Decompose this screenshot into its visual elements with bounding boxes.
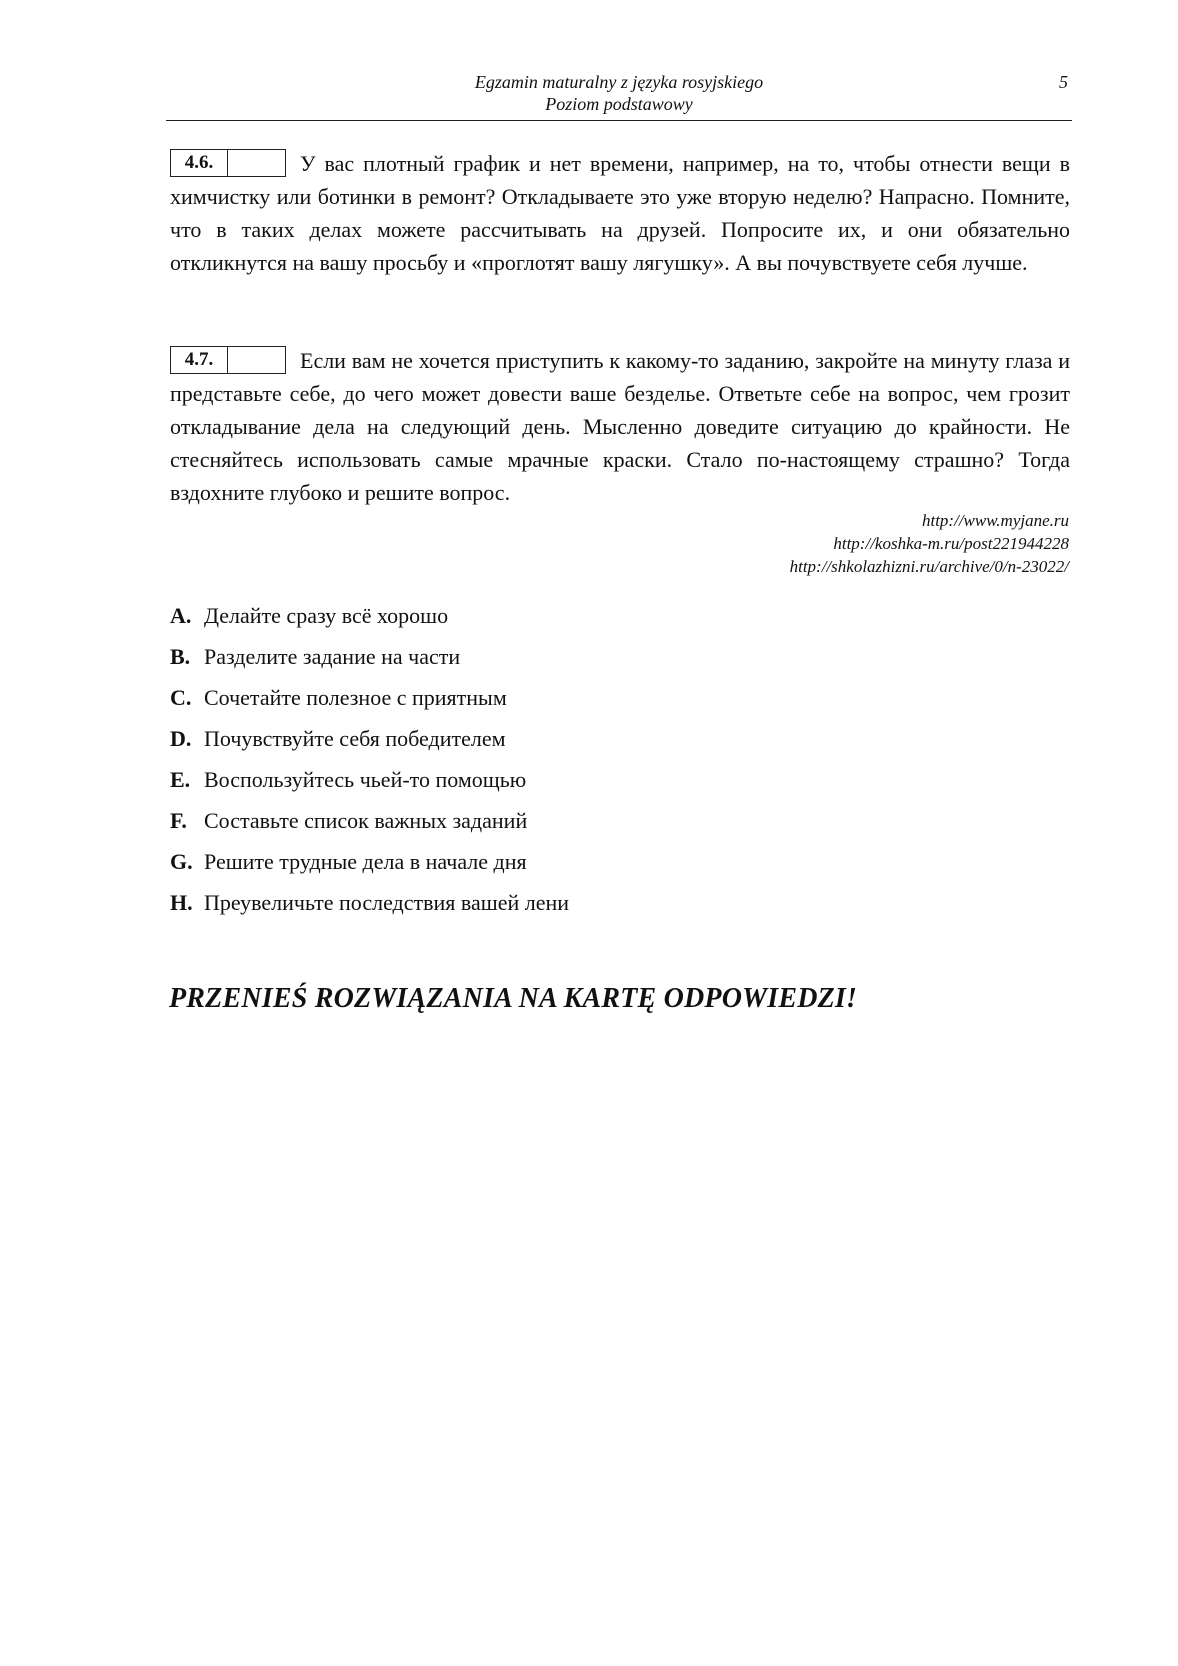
option-letter: H.	[170, 890, 193, 915]
task-4-7	[170, 344, 1070, 509]
option-letter: A.	[170, 603, 192, 628]
answer-options-list	[170, 602, 870, 930]
option-text: Воспользуйтесь чьей-то помощью	[204, 767, 527, 792]
source-link: http://koshka-m.ru/post221944228	[833, 534, 1069, 553]
option-e	[170, 766, 870, 807]
option-h	[170, 889, 870, 930]
option-text: Составьте список важных заданий	[204, 808, 528, 833]
option-letter: C.	[170, 685, 192, 710]
option-text: Сочетайте полезное с приятным	[204, 685, 507, 710]
option-letter: F.	[170, 808, 187, 833]
option-letter: B.	[170, 644, 191, 669]
option-letter: E.	[170, 767, 191, 792]
task-4-6	[170, 147, 1070, 279]
task-number-box	[170, 149, 286, 177]
task-text: У вас плотный график и нет времени, например, на то, чтобы отнести вещи в химчистку или ботинки в ремонт? Откладываете это уже вторую неделю? Напрасно. Помните, что в таких делах можете рассчитывать на друзей. Попросите их, и они обязательно откликнутся на вашу просьбу и «проглотят вашу лягушку». А вы почувствуете себя лучше.	[170, 151, 1070, 275]
option-text: Делайте сразу всё хорошо	[204, 603, 449, 628]
option-text: Преувеличьте последствия вашей лени	[204, 890, 570, 915]
exam-level: Poziom podstawowy	[545, 94, 693, 114]
answer-field[interactable]	[228, 347, 285, 373]
page-number: 5	[1059, 72, 1068, 92]
source-link: http://shkolazhizni.ru/archive/0/n-23022/	[789, 557, 1069, 576]
option-text: Разделите задание на части	[204, 644, 461, 669]
option-f	[170, 807, 870, 848]
source-link: http://www.myjane.ru	[921, 511, 1069, 530]
source-links	[600, 509, 1069, 578]
option-b	[170, 643, 870, 684]
answer-field[interactable]	[228, 150, 285, 176]
option-text: Почувствуйте себя победителем	[204, 726, 506, 751]
option-text: Решите трудные дела в начале дня	[204, 849, 527, 874]
task-number: 4.6.	[171, 150, 228, 176]
page-header	[166, 68, 1072, 121]
option-letter: D.	[170, 726, 192, 751]
task-number: 4.7.	[171, 347, 228, 373]
option-g	[170, 848, 870, 889]
exam-title: Egzamin maturalny z języka rosyjskiego	[474, 72, 764, 92]
option-d	[170, 725, 870, 766]
transfer-answers-instruction: PRZENIEŚ ROZWIĄZANIA NA KARTĘ ODPOWIEDZI!	[169, 983, 858, 1014]
task-text: Если вам не хочется приступить к какому-то заданию, закройте на минуту глаза и представьте себе, до чего может довести ваше безделье. Ответьте себе на вопрос, чем грозит откладывание дела на следующий день. Мысленно доведите ситуацию до крайности. Не стесняйтесь использовать самые мрачные краски. Стало по-настоящему страшно? Тогда вздохните глубоко и решите вопрос.	[170, 348, 1070, 505]
option-c	[170, 684, 870, 725]
option-a	[170, 602, 870, 643]
task-number-box	[170, 346, 286, 374]
option-letter: G.	[170, 849, 193, 874]
